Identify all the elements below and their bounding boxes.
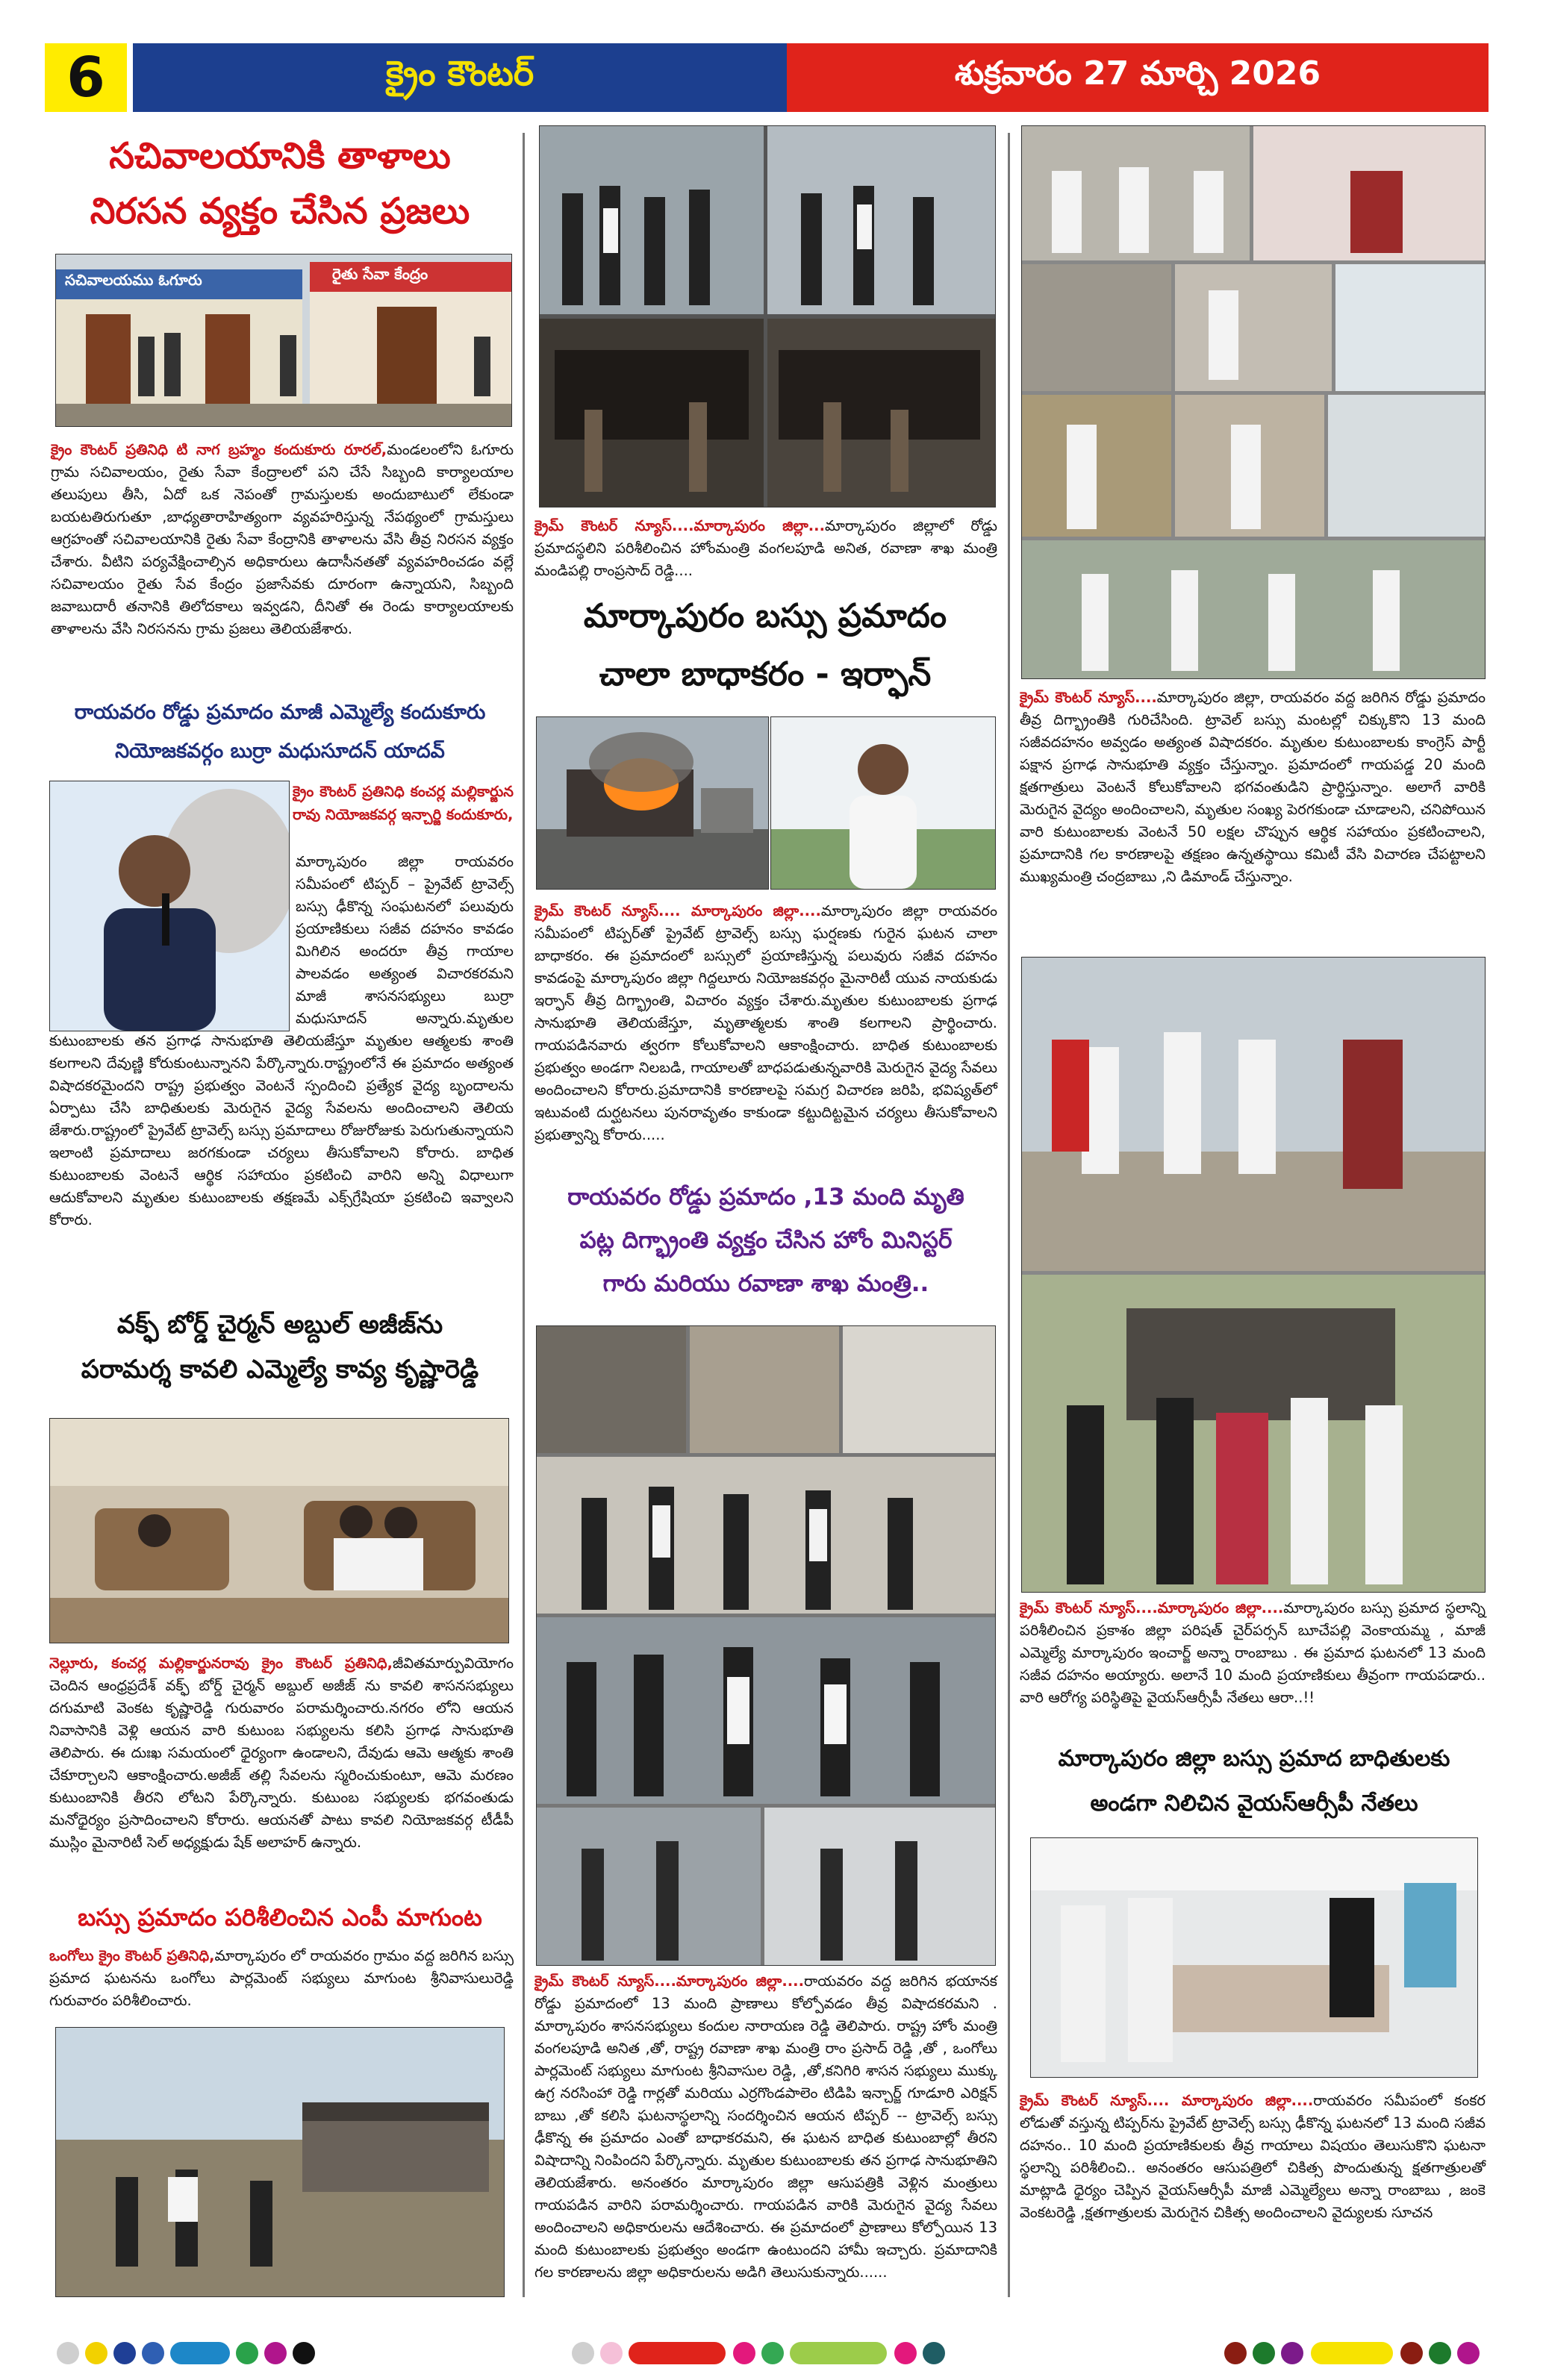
article-home-minister-body (534, 1970, 997, 2284)
living-room-meeting-image (50, 1419, 508, 1643)
byline: క్రైమ్ కౌంటర్ న్యూస్....మార్కాపురం జిల్లా.... (1020, 1599, 1284, 1617)
article-text: మార్కాపురం జిల్లాలో రోడ్డు ప్రమాదస్థలిని పరిశీలించిన హోంమంత్రి వంగలపూడి అనిత, రవాణా శాఖ మంత్రి మండిపల్లి రాంప్రసాద్ రెడ్డి.... (534, 517, 997, 579)
byline: క్రైం కౌంటర్ ప్రతినిధి టి నాగ బ్రహ్మం కందుకూరు రూరల్, (51, 441, 387, 458)
byline: క్రైమ్ కౌంటర్ న్యూస్.... మార్కాపురం జిల్లా.... (1020, 2092, 1314, 2109)
headline-rayavaram-1: రాయవరం రోడ్డు ప్రమాదం మాజీ ఎమ్మెల్యే కందుకూరు (74, 701, 486, 724)
ysrcp-site-visit-collage (1022, 958, 1485, 1592)
sign-rythu-seva: రైతు సేవా కేంద్రం (332, 265, 428, 283)
byline: క్రైమ్ కౌంటర్ న్యూస్.... (1020, 689, 1157, 706)
article-text: రాయవరం సమీపంలో కంకర లోడుతో వస్తున్న టిప్పర్‌ను ప్రైవేట్ ట్రావెల్స్ బస్సు ఢీకొన్న ఘటనలో 13 మంది సజీవ దహనం.. 10 మంది ప్రయాణికులకు తీవ్ర గాయాలు విషయం తెలుసుకొని ఘటనా స్థలాన్ని పరిశీలించి.. అనంతరం ఆసుపత్రిలో చికిత్స పొందుతున్న క్షతగాత్రులతో మాట్లాడి ధైర్యం చెప్పిన వైయస్ఆర్సీపీ మాజీ ఎమ్మెల్యేలు అన్నా రాంబాబు , జంకె వెంకటరెడ్డి ,క్షతగాత్రులకు మెరుగైన చికిత్స అందించాలని వైద్యులకు సూచన (1020, 2092, 1486, 2221)
article-text: మార్కాపురం జిల్లా రాయవరం సమీపంలో టిప్పర్ – ప్రైవేట్ ట్రావెల్స్ బస్సు ఢీకొన్న సంఘటనలో పలువురు ప్రయాణికులు సజీవ దహనం కావడం మిగిలిన అందరూ తీవ్ర గాయాల పాలవడం అత్యంత విచారకరమని మాజీ శాసనసభ్యులు బుర్రా మధుసూదన్ అన్నారు.మృతుల కుటుంబాలకు తన ప్రగాఢ సానుభూతి తెలియజేస్తూ మృతుల ఆత్మలకు శాంతి కలగాలని దేవుణ్ణి కోరుకుంటున్నానని పేర్కొన్నారు.రాష్ట్రంలోనే ఈ ప్రమాదం అత్యంత విషాదకరమైందని రాష్ట్ర ప్రభుత్వం వెంటనే స్పందించి ప్రత్యేక వైద్య బృందాలను ఏర్పాటు చేసి బాధితులకు మెరుగైన వైద్య సేవలను అందించాలని తెలియ జేశారు.రాష్ట్రంలో ప్రైవేట్ ట్రావెల్స్ బస్సు ప్రమాదాలు రోజురోజుకు పెరుగుతున్నాయని ఇలాంటి ప్రమాదాలు జరగకుండా చర్యలు తీసుకోవాలని కోరారు. బాధిత కుటుంబాలకు వెంటనే ఆర్థిక సహాయం ప్రకటించి వారిని అన్ని విధాలుగా ఆదుకోవాలని మృతుల కుటుంబాలకు తక్షణమే ఎక్స్‌గ్రేషియా ప్రకటించి ఇవ్వాలని కోరారు. (49, 853, 514, 1228)
minister-site-visit-collage (540, 126, 995, 507)
color-dot (733, 2342, 755, 2364)
byline: క్రైమ్ కౌంటర్ న్యూస్....మార్కాపురం జిల్లా.... (534, 1973, 804, 1990)
color-dot (142, 2342, 164, 2364)
byline: ఒంగోలు క్రైం కౌంటర్ ప్రతినిధి, (49, 1947, 215, 1964)
article-ysrcp-hospital-body (1020, 2090, 1486, 2224)
photo-bus-fire (536, 716, 769, 890)
color-dot (236, 2342, 258, 2364)
page-number: 6 (45, 43, 127, 112)
irfan-portrait-image (771, 717, 995, 889)
byline: నెల్లూరు, కంచర్ల మల్లికార్జునరావు క్రైం కౌంటర్ ప్రతినిధి, (49, 1655, 393, 1672)
headline-markapuram-2: చాలా బాధాకరం - ఇర్ఫాన్ (599, 655, 932, 693)
article-irfan-body (534, 900, 997, 1146)
color-dot (600, 2342, 623, 2364)
color-dot (1253, 2342, 1275, 2364)
headline-ysrcp-2: అండగా నిలిచిన వైయస్ఆర్సీపీ నేతలు (1090, 1790, 1418, 1817)
byline: క్రైమ్ కౌంటర్ న్యూస్....మార్కాపురం జిల్లా... (534, 517, 825, 534)
color-dot (923, 2342, 945, 2364)
photo-collage-mla (536, 1325, 996, 1966)
article-text: మార్కాపురం జిల్లా, రాయవరం వద్ద జరిగిన రోడ్డు ప్రమాదం తీవ్ర దిగ్భ్రాంతికి గురిచేసింది. ట్రావెల్ బస్సు మంటల్లో చిక్కుకొని 13 మంది సజీవదహనం అవ్వడం అత్యంత విషాదకరం. మృతుల కుటుంబాలకు కాంగ్రెస్ పార్టీ పక్షాన ప్రగాఢ సానుభూతి వ్యక్తం చేస్తున్నాం. ప్రమాదంలో గాయపడ్డ 20 మంది క్షతగాత్రులు వెంటనే కోలుకోవాలని భగవంతుడిని ప్రార్థిస్తున్నాం. అలాగే వారికి మెరుగైన వైద్యం అందించాలని, మృతుల సంఖ్య పెరగకుండా చూడాలని, చనిపోయిన వారి కుటుంబాలకు వెంటనే 50 లక్షల చొప్పున ఆర్థిక సహాయం ప్రకటించాలని, ప్రమాదానికి గల కారణాలపై తక్షణం ఉన్నతస్థాయి కమిటీ వేసి విచారణ చేపట్టాలని ముఖ్యమంత్రి చంద్రబాబు ,ని డిమాండ్ చేస్తున్నాం. (1020, 689, 1486, 885)
congress-leaders-collage (1022, 126, 1485, 678)
photo-collage-ysrcp-site (1021, 957, 1486, 1593)
article-text: మార్కాపురం బస్సు ప్రమాద స్థలాన్ని పరిశీలించిన ప్రకాశం జిల్లా పరిషత్ చైర్‌పర్సన్ బూచేపల్లి వెంకాయమ్మ , మాజీ ఎమ్మెల్యే మార్కాపురం ఇంచార్జ్ అన్నా రాంబాబు . ఈ ప్రమాద ఘటనలో 13 మంది సజీవ దహనం అయ్యారు. అలానే 10 మంది ప్రయాణికులు తీవ్రంగా గాయపడారు.. వారి ఆరోగ్య పరిస్థితిపై వైయస్ఆర్సీపీ నేతలు ఆరా..!! (1020, 1599, 1486, 1706)
article-home-minister-caption (534, 515, 997, 582)
masthead-bar (133, 43, 1489, 112)
mla-ministers-collage (537, 1326, 995, 1965)
photo-irfan (770, 716, 996, 890)
article-text: మార్కాపురం జిల్లా రాయవరం సమీపంలో టిప్పర్‌తో ప్రైవేట్ ట్రావెల్స్ బస్సు ఘర్షణకు గురైన ఘటన చాలా బాధాకరం. ఈ ప్రమాదంలో బస్సులో ప్రయాణిస్తున్న పలువురు సజీవ దహనం కావడంపై మార్కాపురం జిల్లా గిద్దలూరు నియోజకవర్గం మైనారిటీ యువ నాయకుడు ఇర్ఫాన్ తీవ్ర దిగ్భ్రాంతి, విచారం వ్యక్తం చేశారు.మృతుల కుటుంబాలకు ప్రగాఢ సానుభూతి తెలియజేస్తూ, మృతాత్మలకు శాంతి కలగాలని ప్రార్థించారు. గాయపడినవారు త్వరగా కోలుకోవాలని ఆకాంక్షించారు. బాధిత కుటుంబాలకు ప్రభుత్వం అండగా నిలబడి, గాయాలతో బాధపడుతున్నవారికి మెరుగైన వైద్య సేవలు అందించాలని కోరారు.ప్రమాదానికి కారణాలపై సమగ్ర విచారణ జరిపి, భవిష్యత్‌లో ఇటువంటి దుర్ఘటనలు పునరావృతం కాకుండా కట్టుదిట్టమైన చర్యలు తీసుకోవాలని ప్రభుత్వాన్ని కోరారు..... (534, 902, 997, 1143)
photo-collage-home-minister (539, 125, 996, 507)
article-ysrcp-site-body (1020, 1597, 1486, 1709)
headline-mp-magunta: బస్సు ప్రమాదం పరిశీలించిన ఎంపీ మాగుంట (78, 1903, 482, 1931)
article-text: జీవితమార్పువియోగం చెందిన ఆంధ్రప్రదేశ్ వక్ఫ్ బోర్డ్ చైర్మన్ అబ్దుల్ అజీజ్ ను కావలి శాసనసభ్యులు దగుమాటి వెంకట కృష్ణారెడ్డి గురువారం పరామర్శించారు.నగరం లోని ఆయన నివాసానికి వెళ్లి ఆయన వారి కుటుంబ సభ్యులను కలిసి ప్రగాఢ సానుభూతి తెలిపారు. ఈ దుఃఖ సమయంలో ధైర్యంగా ఉండాలని, దేవుడు ఆమె ఆత్మకు శాంతి చేకూర్చాలని ఆకాంక్షించారు.అజీజ్ తల్లి సేవలను స్మరించుకుంటూ, ఆమె మరణం కుటుంబానికి తీరని లోటని పేర్కొన్నారు. కుటుంబ సభ్యులకు భగవంతుడు మనోధైర్యం ప్రసాదించాలని కోరారు. ఆయనతో పాటు కావలి నియోజకవర్గ టీడీపీ ముస్లిం మైనారిటీ సెల్ అధ్యక్షుడు షేక్ అలాహర్ ఉన్నారు. (49, 1655, 514, 1851)
byline: క్రైం కౌంటర్ ప్రతినిధి కంచర్ల మల్లికార్జున రావు నియోజకవర్గ ఇన్చార్జి కందుకూరు, (293, 783, 514, 823)
article-congress-body (1020, 687, 1486, 888)
color-pill (790, 2342, 887, 2364)
article-text: మార్కాపురం లో రాయవరం గ్రామం వద్ద జరిగిన బస్సు ప్రమాద ఘటనను ఒంగోలు పార్లమెంట్ సభ్యులు మాగుంట శ్రీనివాసులురెడ్డి గురువారం పరిశీలించారు. (49, 1947, 514, 2009)
headline-rayavaram-2: నియోజకవర్గం బుర్రా మధుసూదన్ యాదవ్ (115, 740, 445, 763)
color-dot (1281, 2342, 1303, 2364)
article-waqf-body (49, 1652, 514, 1854)
color-dot (113, 2342, 136, 2364)
headline-secretariat-2: నిరసన వ్యక్తం చేసిన ప్రజలు (90, 190, 470, 232)
byline: క్రైమ్ కౌంటర్ న్యూస్.... మార్కాపురం జిల్లా.... (534, 902, 821, 919)
headline-waqf-2: పరామర్శ కావలి ఎమ్మెల్యే కావ్య కృష్ణారెడ్డి (81, 1355, 479, 1384)
article-text: రాయవరం వద్ద జరిగిన భయానక రోడ్డు ప్రమాదంలో 13 మంది ప్రాణాలు కోల్పోవడం తీవ్ర విషాదకరమని . మార్కాపురం శాసనసభ్యులు కందుల నారాయణ రెడ్డి తెలిపారు. రాష్ట్ర హోం మంత్రి వంగలపూడి అనిత ,తో, రాష్ట్ర రవాణా శాఖ మంత్రి రాం ప్రసాద్ రెడ్డి ,తో , ఒంగోలు పార్లమెంట్ సభ్యులు మాగుంట శ్రీనివాసుల రెడ్డి, ,తో,కనిగిరి శాసన సభ్యులు ముక్కు ఉగ్ర నరసింహా రెడ్డి గార్లతో మరియు ఎర్రగొండపాలెం టిడిపి ఇన్చార్జ్ గూడూరి ఎరిక్షన్ బాబు ,తో కలిసి ఘటనాస్థలాన్ని సందర్శించిన ఆయన టిప్పర్ -- ట్రావెల్స్ బస్సు ఢీకొన్న ఈ ప్రమాదం ఎంతో బాధాకరమని, ఈ ఘటన బాధిత కుటుంబాల్లో తీరని విషాదాన్ని నింపిందని పేర్కొన్నారు. మృతుల కుటుంబాలకు తన ప్రగాఢ సానుభూతిని తెలియజేశారు. అనంతరం మార్కాపురం జిల్లా ఆసుపత్రికి వెళ్లిన మంత్రులు గాయపడిన వారిని పరామర్శించారు. గాయపడిన వారికి మెరుగైన వైద్య సేవలు అందించాలని అధికారులను ఆదేశించారు. ఈ ప్రమాదంలో ప్రాణాలు కోల్పోయిన 13 మంది కుటుంబాలకు ప్రభుత్వం అండగా ఉంటుందని హామీ ఇచ్చారు. ప్రమాదానికి గల కారణాలను జిల్లా అధికారులను అడిగి తెలుసుకున్నారు...... (534, 1973, 997, 2281)
color-pill (629, 2342, 726, 2364)
color-dot (894, 2342, 917, 2364)
color-dot (264, 2342, 287, 2364)
photo-collage-congress (1021, 125, 1486, 679)
article-text: మండలంలోని ఓగూరు గ్రామ సచివాలయం, రైతు సేవా కేంద్రాలలో పని చేసే సిబ్బంది కార్యాలయాల తలుపులు తీసి, ఏదో ఒక నెపంతో గ్రామస్తులకు అందుబాటులో లేకుండా బయటతిరుగుతూ ,బాధ్యతారాహిత్యంగా వ్యవహరిస్తున్న నేపథ్యంలో గ్రామస్తులు ఆగ్రహంతో సచివాలయానికి రైతు సేవా కేంద్రానికి తాళాలను వేసి తీవ్ర నిరసన వ్యక్తం చేశారు. వీటిని పర్యవేక్షించాల్సిన అధికారులు ఉదాసీనతతో వ్యవహరించడం వల్లే సచివాలయం రైతు సేవ కేంద్రం ప్రజాసేవకు దూరంగా ఉన్నాయని, సిబ్బంది జవాబుదారీ తనానికి తిలోదకాలు ఇవ్వడని, దీనితో ఈ రెండు కార్యాలయాలకు తాళాలను వేసి నిరసనను గ్రామ ప్రజలు తెలియజేశారు. (51, 441, 514, 637)
text-wrap-spacer (49, 851, 296, 1030)
column-divider (523, 133, 525, 2297)
paper-name: క్రైం కౌంటర్ (133, 43, 787, 112)
headline-home-minister-2: పట్ల దిగ్భ్రాంతి వ్యక్తం చేసిన హోం మినిస్టర్ (579, 1227, 953, 1254)
photo-secretariat (55, 254, 512, 427)
color-dot (1400, 2342, 1423, 2364)
column-divider (1008, 133, 1010, 2297)
color-pill (170, 2342, 230, 2364)
color-dot (1429, 2342, 1451, 2364)
bus-accident-site-image (56, 2028, 504, 2296)
photo-ysrcp-hospital (1030, 1837, 1478, 2078)
photo-waqf-visit (49, 1418, 509, 1643)
article-secretariat-body (51, 439, 514, 640)
headline-waqf-1: వక్ఫ్ బోర్డ్ చైర్మన్ అబ్దుల్ అజీజ్‌ను (116, 1310, 443, 1340)
headline-ysrcp-1: మార్కాపురం జిల్లా బస్సు ప్రమాద బాధితులకు (1058, 1746, 1450, 1772)
color-pill (1311, 2342, 1393, 2364)
photo-magunta-site (55, 2027, 505, 2297)
sign-secretariat: సచివాలయము ఓగూరు (65, 271, 202, 289)
headline-home-minister-1: రాయవరం రోడ్డు ప్రమాదం ,13 మంది మృతి (567, 1184, 964, 1211)
color-dot (57, 2342, 79, 2364)
burning-bus-image (537, 717, 768, 889)
headline-secretariat-1: సచివాలయానికి తాళాలు (109, 135, 451, 177)
article-magunta-body (49, 1945, 514, 2012)
color-dot (761, 2342, 784, 2364)
article-rayavaram-lead (293, 781, 514, 826)
color-dot (572, 2342, 594, 2364)
color-dot (85, 2342, 107, 2364)
headline-home-minister-3: గారు మరియు రవాణా శాఖ మంత్రి.. (602, 1270, 929, 1297)
color-dot (293, 2342, 315, 2364)
color-dot (1224, 2342, 1247, 2364)
article-rayavaram-body (49, 851, 514, 1231)
color-dot (1457, 2342, 1480, 2364)
issue-date: శుక్రవారం 27 మార్చి 2026 (787, 43, 1489, 112)
headline-markapuram-1: మార్కాపురం బస్సు ప్రమాదం (583, 597, 947, 635)
hospital-visit-image (1031, 1838, 1477, 2077)
